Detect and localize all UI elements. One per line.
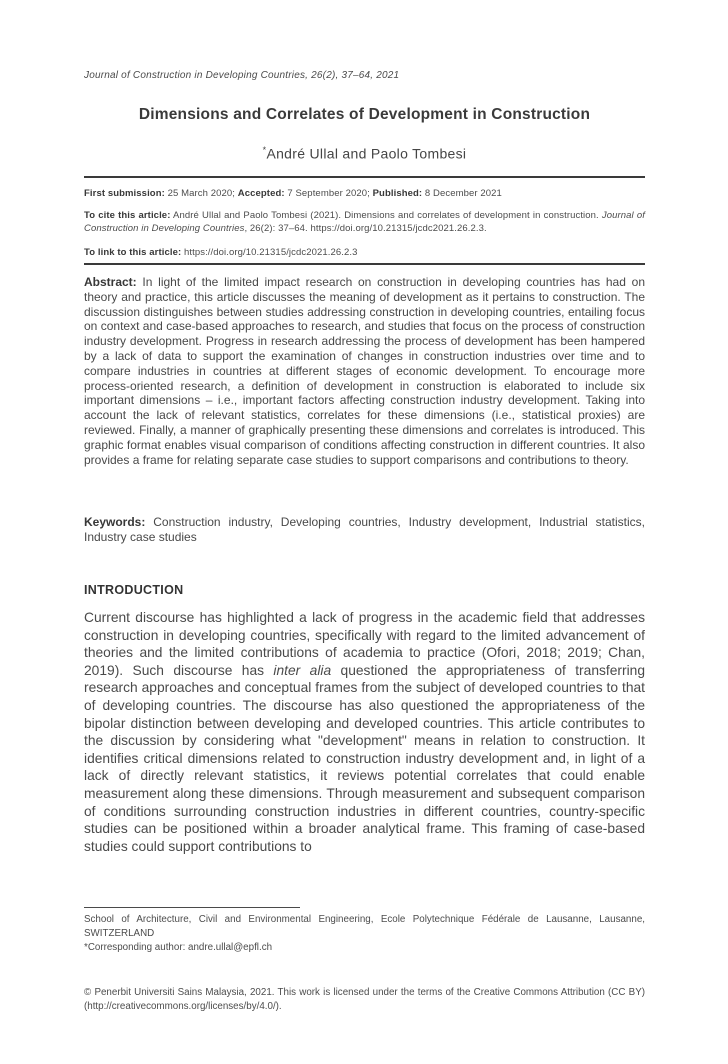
published-value: 8 December 2021	[422, 188, 502, 199]
footnote-block	[84, 913, 645, 955]
citation-line	[84, 209, 645, 235]
corresponding-author-marker: *	[262, 145, 267, 155]
cite-journal-name: Journal of Construction in Developing Countries	[84, 210, 645, 234]
submission-dates-line	[84, 187, 645, 200]
abstract-text: In light of the limited impact research on construction in developing countries has had on theory and practice, this article discusses the meaning of development as it pertains to construction. The discussion distinguishes between studies addressing construction in developing countries, entailing focus on context and case-based approaches to research, and studies that focus on the process of construction industry development. Progress in research addressing the process of development has been hampered by a lack of data to support the examination of changes in construction industries over time and to compare industries in countries at different stages of economic development. To encourage more process-oriented research, a definition of development in construction is elaborated to include six important dimensions – i.e., important factors affecting construction industry development. Taking into account the lack of relevant statistics, correlates for these dimensions (i.e., statistical proxies) are reviewed. Finally, a manner of graphically presenting these dimensions and correlates is introduced. This graphic format enables visual comparison of conditions affecting construction in different countries. It also provides a frame for relating separate case studies to support comparisons and contributions to theory.	[84, 275, 645, 467]
link-label: To link to this article:	[84, 247, 182, 258]
introduction-latin-phrase: inter alia	[273, 662, 332, 678]
abstract-paragraph	[84, 275, 645, 467]
article-title: Dimensions and Correlates of Development in Construction	[138, 106, 591, 123]
copyright-license-notice: © Penerbit Universiti Sains Malaysia, 2021. This work is licensed under the terms of the Creative Commons Attribution (CC BY) (http://creativecommons.org/licenses/by/4.0/).	[84, 987, 645, 1012]
keywords-label: Keywords:	[84, 515, 146, 529]
accepted-label: Accepted:	[237, 188, 285, 199]
corresponding-author-email: *Corresponding author: andre.ullal@epfl.ch	[84, 942, 273, 953]
introduction-text-after: questioned the appropriateness of transferring research approaches and conceptual frames from the subject of developed countries to that of developing countries. The discourse has also questioned the appropriateness of the bipolar distinction between developing and developed countries. This article contributes to the discussion by considering what "development" means in relation to construction. It identifies critical dimensions related to construction industry development and, in light of a lack of directly relevant statistics, it reviews potential correlates that could enable measurement along these dimensions. Through measurement and subsequent comparison of conditions surrounding construction industries in different countries, country-specific studies can be positioned within a broader analytical frame. This framing of case-based studies could support contributions to	[84, 662, 645, 854]
article-link-line	[84, 246, 645, 259]
keywords-paragraph	[84, 515, 645, 545]
keywords-text: Construction industry, Developing countries, Industry development, Industrial statistics, Industry case studies	[84, 515, 645, 544]
cite-doi: , 26(2): 37–64. https://doi.org/10.21315/jcdc2021.26.2.3.	[244, 223, 487, 234]
introduction-heading: INTRODUCTION	[84, 583, 184, 597]
authors-line	[84, 145, 645, 162]
author-affiliation: School of Architecture, Civil and Environmental Engineering, Ecole Polytechnique Fédérale de Lausanne, Lausanne, SWITZERLAND	[84, 914, 645, 939]
cite-text: André Ullal and Paolo Tombesi (2021). Dimensions and correlates of development in construction.	[170, 210, 602, 221]
first-submission-label: First submission:	[84, 188, 165, 199]
introduction-text-before: Current discourse has highlighted a lack of progress in the academic field that addresses construction in developing countries, specifically with regard to the limited advancement of theories and the limited contributions of academia to practice (Ofori, 2018; 2019; Chan, 2019). Such discourse has	[84, 610, 645, 678]
header-divider-rule	[84, 176, 645, 178]
journal-running-header: Journal of Construction in Developing Countries, 26(2), 37–64, 2021	[84, 70, 400, 81]
author-names: André Ullal and Paolo Tombesi	[266, 145, 467, 162]
first-submission-value: 25 March 2020;	[164, 188, 238, 199]
introduction-paragraph	[84, 609, 645, 855]
doi-link-text: https://doi.org/10.21315/jcdc2021.26.2.3	[181, 247, 358, 258]
metadata-divider-rule	[84, 263, 645, 265]
cite-label: To cite this article:	[84, 210, 171, 221]
abstract-label: Abstract:	[84, 275, 137, 289]
published-label: Published:	[372, 188, 423, 199]
footnote-separator-rule	[84, 907, 300, 908]
accepted-value: 7 September 2020;	[284, 188, 373, 199]
